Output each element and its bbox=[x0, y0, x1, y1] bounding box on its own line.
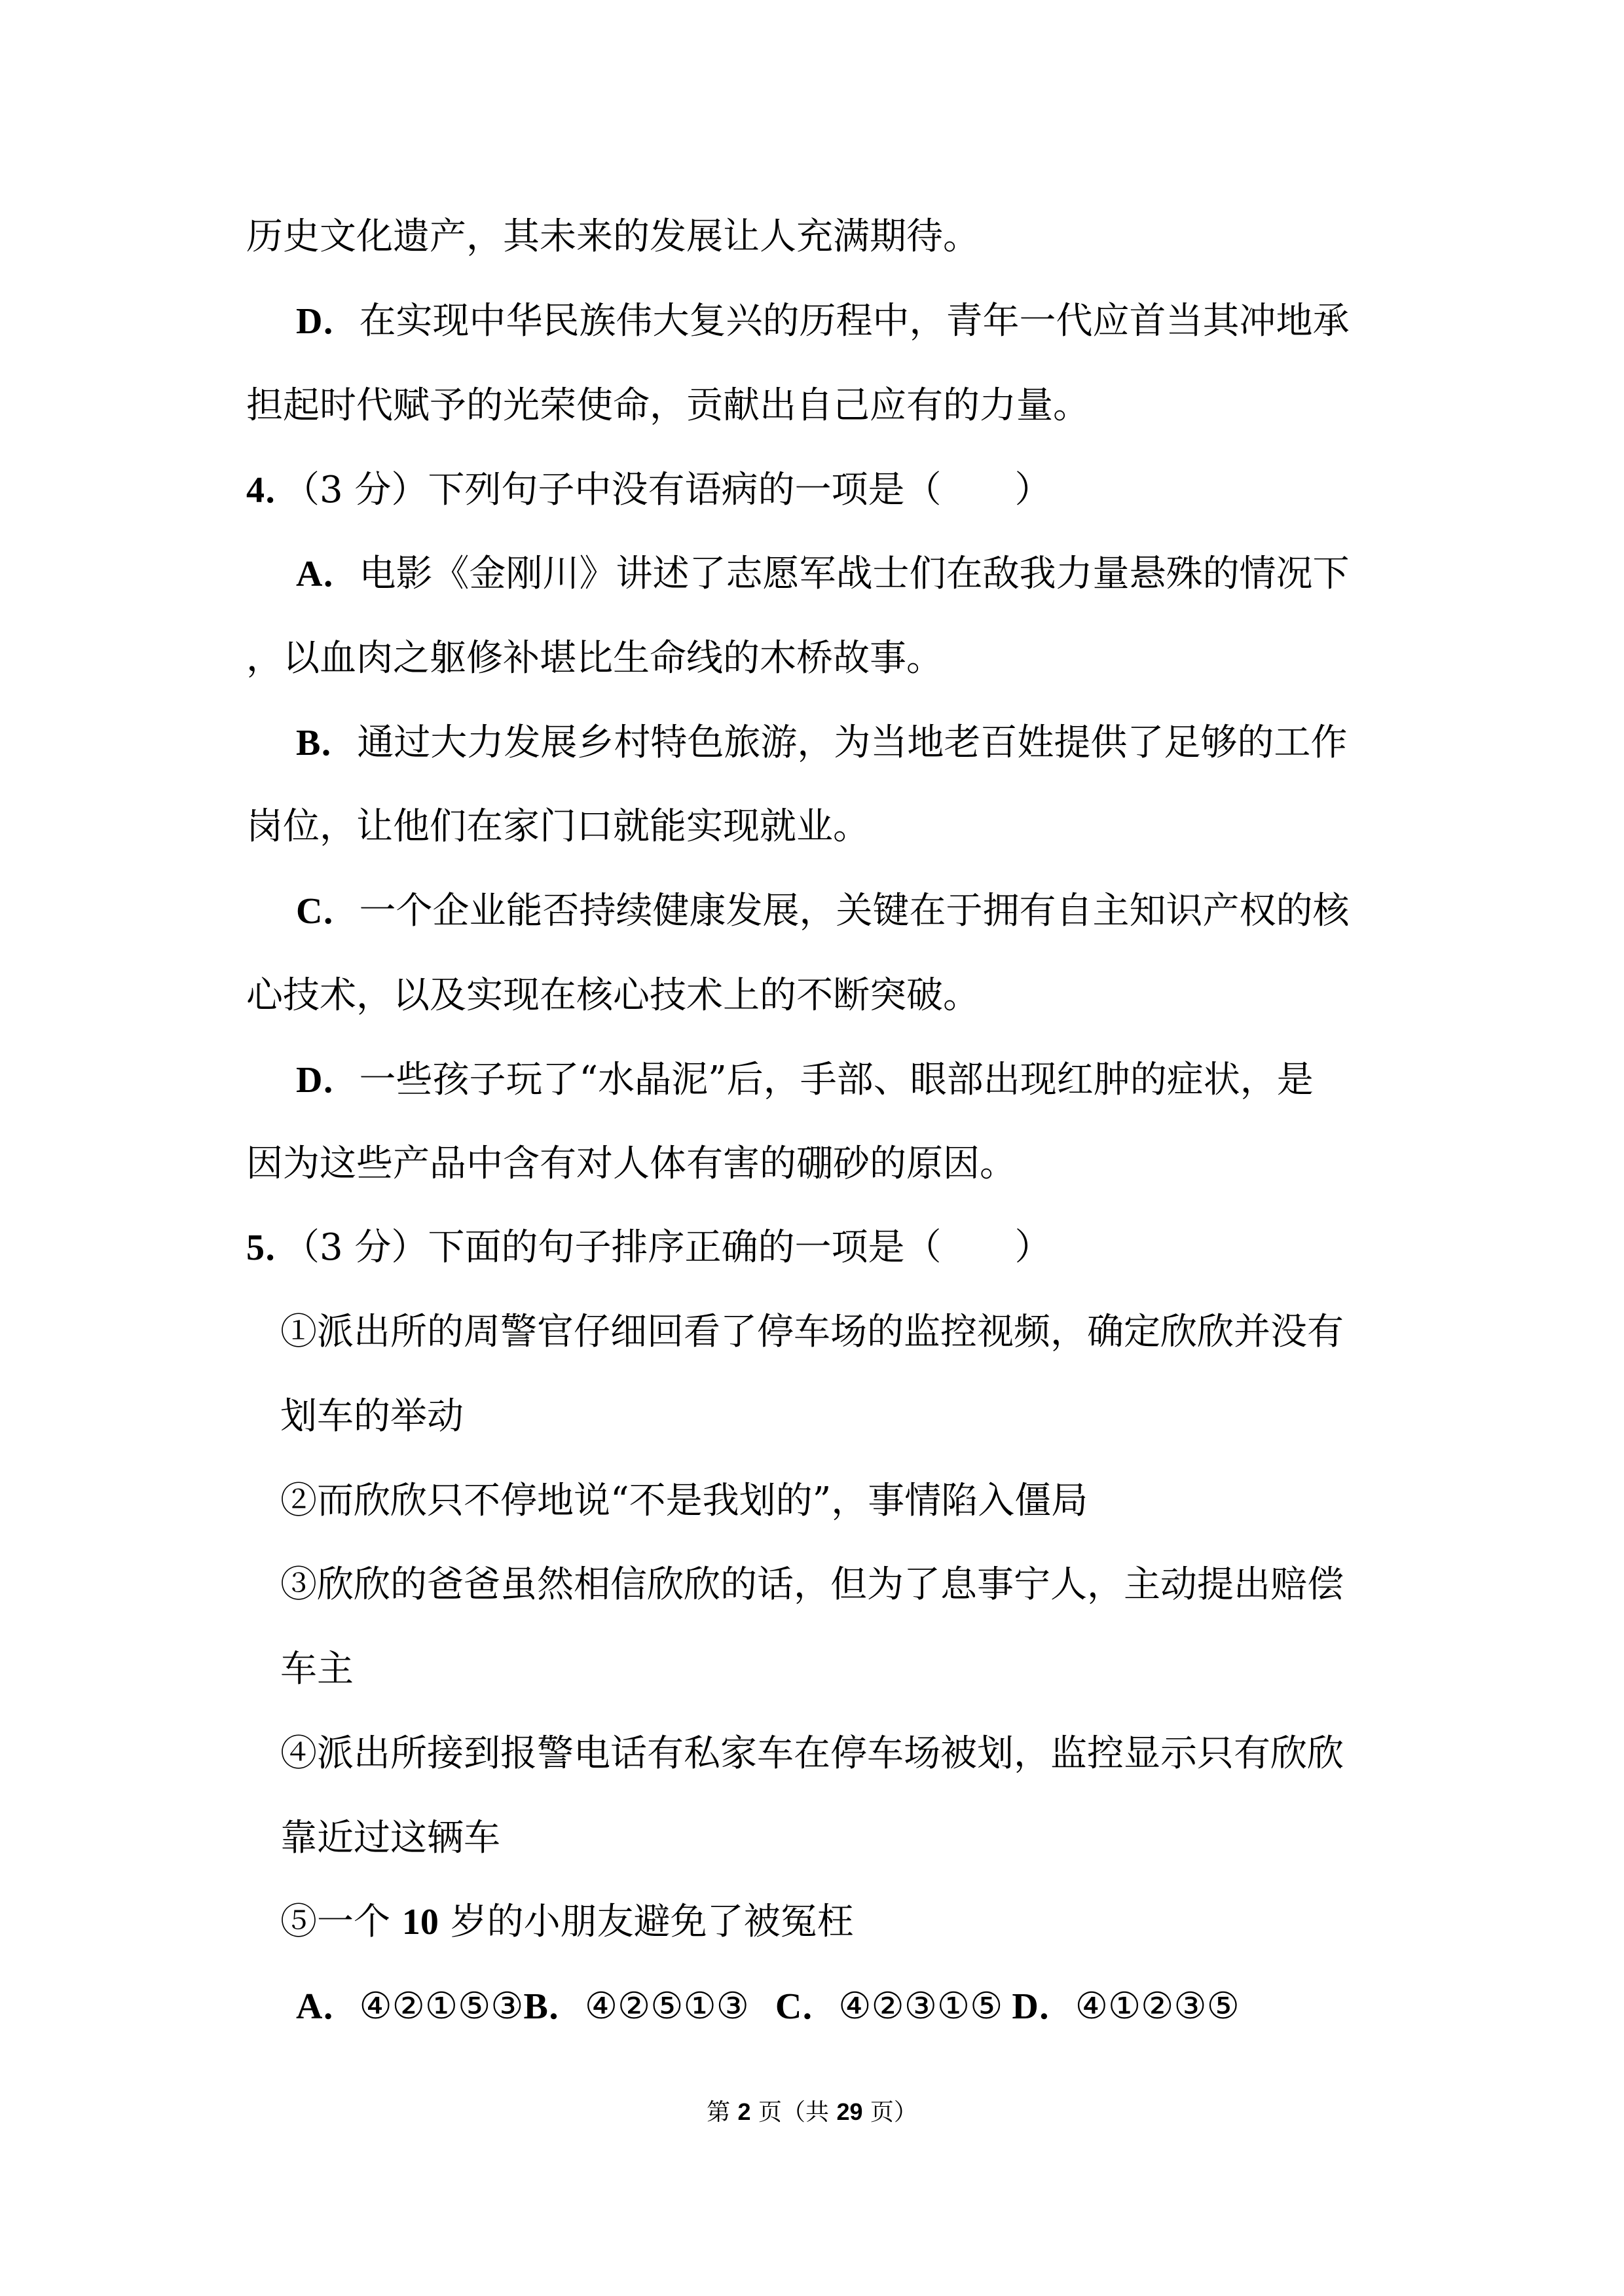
q4-option-d bbox=[296, 1054, 1455, 1106]
option-text: 一个企业能否持续健康发展，关键在于拥有自主知识产权的核 bbox=[359, 890, 1350, 932]
option-text: 通过大力发展乡村特色旅游，为当地老百姓提供了足够的工作 bbox=[357, 721, 1348, 764]
question-stem: 下列句子中没有语病的一项是（ ） bbox=[428, 469, 1052, 511]
q4-option-b-continuation bbox=[246, 801, 1405, 853]
q3-option-d-continuation bbox=[246, 380, 1405, 432]
sentence-text: 岁的小朋友避免了被冤枉 bbox=[438, 1901, 854, 1943]
q3-option-d bbox=[296, 295, 1455, 348]
q5-sentence-5 bbox=[280, 1896, 1439, 1948]
question-5-stem bbox=[246, 1222, 1405, 1274]
q4-option-c-continuation bbox=[246, 970, 1405, 1022]
sentence-number: 10 bbox=[401, 1902, 439, 1942]
page-number: 2 bbox=[737, 2098, 751, 2125]
q3-option-c-continuation bbox=[246, 211, 1405, 263]
sentence-text: ②而欣欣只不停地说“不是我划的”，事情陷入僵局 bbox=[280, 1480, 1088, 1522]
option-label: C． bbox=[296, 891, 360, 932]
question-score: （3 分） bbox=[301, 1226, 428, 1269]
sentence-text: 靠近过这辆车 bbox=[280, 1817, 500, 1859]
option-text: 在实现中华民族伟大复兴的历程中，青年一代应首当其冲地承 bbox=[359, 300, 1350, 342]
q4-option-a bbox=[296, 548, 1455, 600]
question-stem: 下面的句子排序正确的一项是（ ） bbox=[428, 1226, 1052, 1269]
option-text: 电影《金刚川》讲述了志愿军战士们在敌我力量悬殊的情况下 bbox=[359, 553, 1350, 595]
option-text: 心技术，以及实现在核心技术上的不断突破。 bbox=[246, 974, 980, 1017]
sentence-text: ⑤一个 bbox=[280, 1901, 402, 1943]
q4-option-c bbox=[296, 885, 1455, 938]
question-4-stem bbox=[246, 464, 1405, 517]
q5-sentence-1-continuation bbox=[280, 1391, 1439, 1443]
text: 历史文化遗产，其未来的发展让人充满期待。 bbox=[246, 215, 980, 258]
option-d-value: ④①②③⑤ bbox=[1075, 1985, 1240, 2028]
question-number: 5． bbox=[246, 1228, 301, 1268]
sentence-text: 车主 bbox=[280, 1648, 354, 1690]
option-b-value: ④②⑤①③ bbox=[584, 1985, 749, 2028]
footer-text: 第 bbox=[707, 2099, 738, 2126]
question-number: 4． bbox=[246, 470, 301, 511]
option-label: B． bbox=[296, 723, 358, 763]
option-text: 岗位，让他们在家门口就能实现就业。 bbox=[246, 805, 870, 848]
option-label: D． bbox=[296, 1060, 360, 1101]
question-score: （3 分） bbox=[301, 469, 428, 511]
page-total: 29 bbox=[836, 2098, 863, 2125]
q5-sentence-3-continuation bbox=[280, 1643, 1439, 1696]
q5-answer-options bbox=[296, 1980, 1455, 2033]
q4-option-b bbox=[296, 717, 1455, 769]
option-c-label: C． bbox=[775, 1986, 839, 2027]
footer-text: 页（共 bbox=[750, 2099, 837, 2126]
option-text: ，以血肉之躯修补堪比生命线的木桥故事。 bbox=[246, 637, 943, 680]
sentence-text: ③欣欣的爸爸虽然相信欣欣的话，但为了息事宁人，主动提出赔偿 bbox=[280, 1563, 1344, 1606]
option-d-label: D． bbox=[1012, 1986, 1075, 2027]
q5-sentence-4-continuation bbox=[280, 1812, 1439, 1865]
option-a-value: ④②①⑤③ bbox=[359, 1985, 524, 2028]
footer-text: 页） bbox=[862, 2099, 917, 2126]
q4-option-d-continuation bbox=[246, 1138, 1405, 1190]
page-footer bbox=[0, 2092, 1624, 2132]
option-label: A． bbox=[296, 554, 360, 594]
option-b-label: B． bbox=[523, 1986, 585, 2027]
option-c-value: ④②③①⑤ bbox=[838, 1985, 1003, 2028]
option-text: 一些孩子玩了“水晶泥”后，手部、眼部出现红肿的症状，是 bbox=[359, 1059, 1314, 1101]
q5-sentence-1 bbox=[280, 1306, 1439, 1358]
option-text: 因为这些产品中含有对人体有害的硼砂的原因。 bbox=[246, 1142, 1016, 1185]
option-text: 担起时代赋予的光荣使命，贡献出自己应有的力量。 bbox=[246, 384, 1090, 427]
q5-sentence-4 bbox=[280, 1728, 1439, 1780]
sentence-text: ①派出所的周警官仔细回看了停车场的监控视频，确定欣欣并没有 bbox=[280, 1311, 1344, 1353]
q5-sentence-3 bbox=[280, 1559, 1439, 1611]
sentence-text: ④派出所接到报警电话有私家车在停车场被划，监控显示只有欣欣 bbox=[280, 1732, 1344, 1775]
q4-option-a-continuation bbox=[246, 632, 1405, 685]
option-a-label: A． bbox=[296, 1986, 360, 2027]
sentence-text: 划车的举动 bbox=[280, 1395, 464, 1438]
q5-sentence-2 bbox=[280, 1475, 1439, 1527]
option-label: D． bbox=[296, 301, 360, 342]
